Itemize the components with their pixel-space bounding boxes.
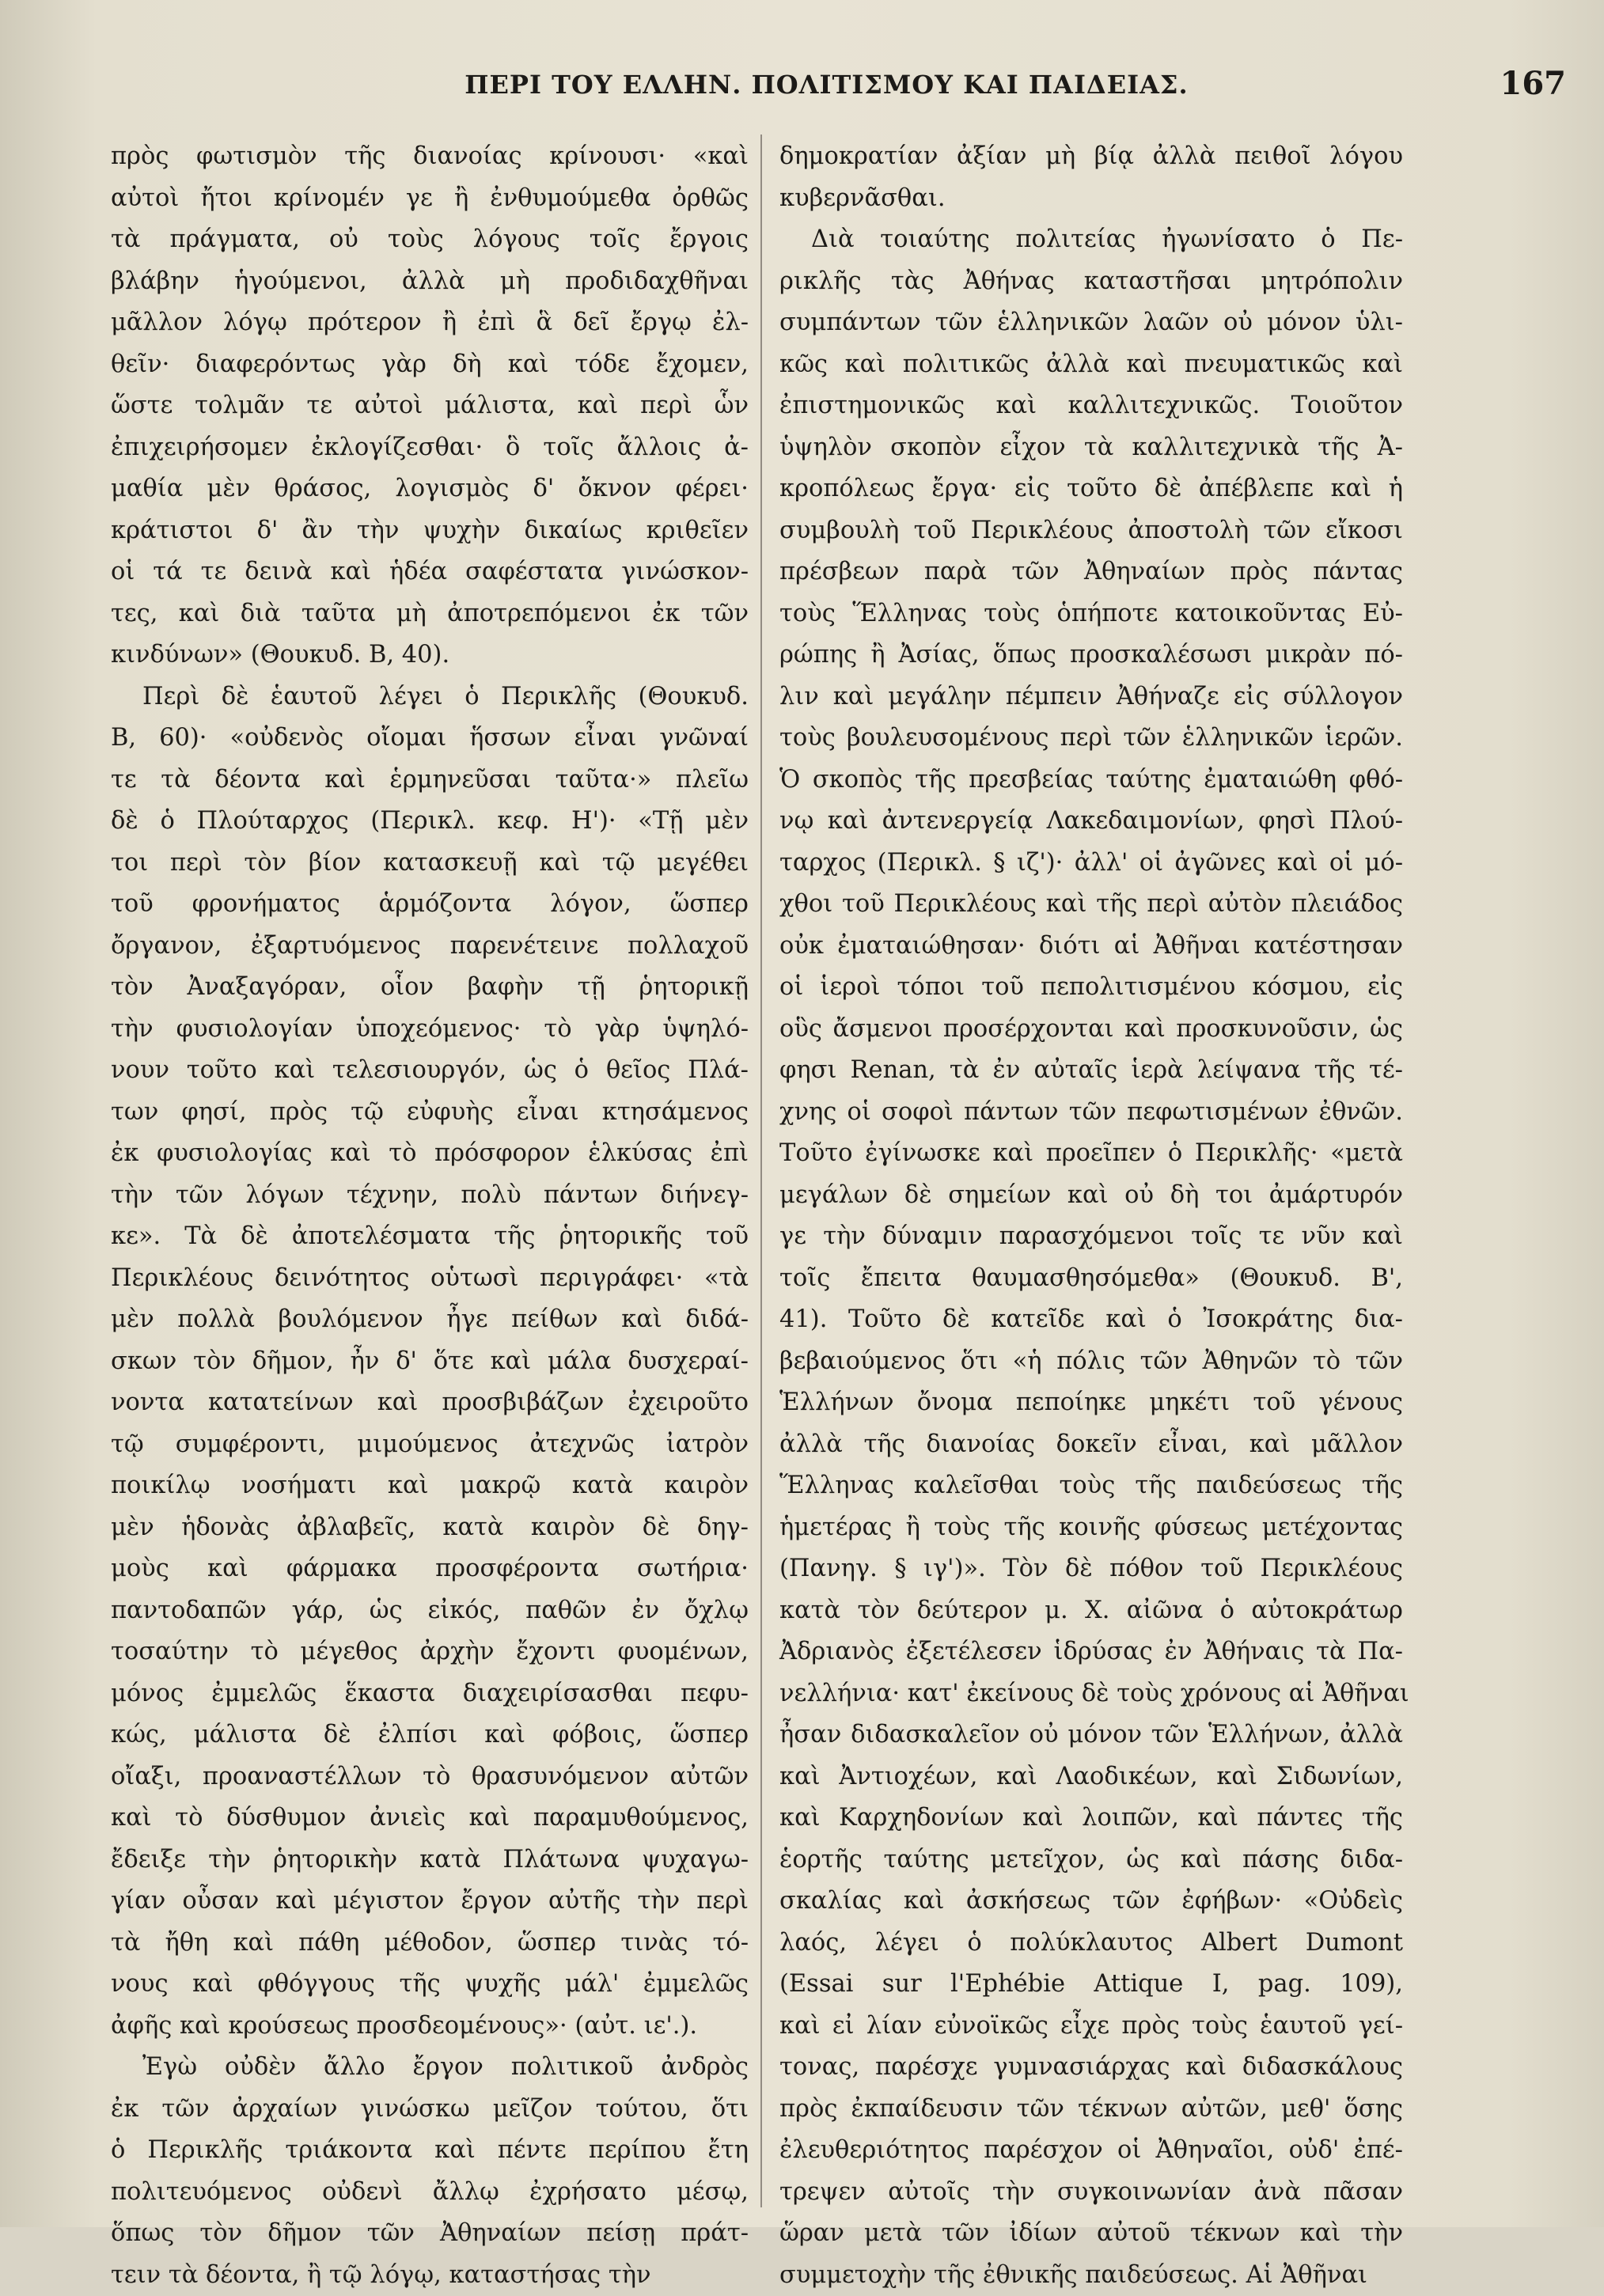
text-line: τοὺς Ἕλληνας τοὺς ὁπήποτε κατοικοῦντας Εὐ- (779, 593, 1403, 635)
text-line: τονας, παρέσχε γυμνασιάρχας καὶ διδασκάλους (779, 2047, 1403, 2089)
text-line: μὲν πολλὰ βουλόμενον ἦγε πείθων καὶ διδά- (111, 1299, 749, 1341)
text-line: καὶ εἰ λίαν εὐνοϊκῶς εἶχε πρὸς τοὺς ἑαυτοῦ γεί- (779, 2006, 1403, 2048)
text-line: οὓς ἄσμενοι προσέρχονται καὶ προσκυνοῦσιν, ὡς (779, 1009, 1403, 1051)
text-line: Ὁ σκοπὸς τῆς πρεσβείας ταύτης ἐματαιώθη φθό- (779, 760, 1403, 801)
text-line: κε». Τὰ δὲ ἀποτελέσματα τῆς ῥητορικῆς τοῦ (111, 1216, 749, 1258)
text-line: ἐπιχειρήσομεν ἐκλογίζεσθαι· ὃ τοῖς ἄλλοις ἀ- (111, 427, 749, 469)
text-line: παντοδαπῶν γάρ, ὡς εἰκός, παθῶν ἐν ὄχλῳ (111, 1590, 749, 1632)
text-line: Ἐγὼ οὐδὲν ἄλλο ἔργον πολιτικοῦ ἀνδρὸς (111, 2047, 749, 2089)
text-line: Ἀδριανὸς ἐξετέλεσεν ἱδρύσας ἐν Ἀθήναις τὰ Πα- (779, 1631, 1403, 1673)
text-line: καὶ Καρχηδονίων καὶ λοιπῶν, καὶ πάντες τῆς (779, 1798, 1403, 1839)
text-line: ὥραν μετὰ τῶν ἰδίων αὐτοῦ τέκνων καὶ τὴν (779, 2213, 1403, 2255)
text-line: 41). Τοῦτο δὲ κατεῖδε καὶ ὁ Ἰσοκράτης δια- (779, 1299, 1403, 1341)
text-line: μόνος ἐμμελῶς ἕκαστα διαχειρίσασθαι πεφυ- (111, 1673, 749, 1715)
text-line: γε τὴν δύναμιν παρασχόμενοι τοῖς τε νῦν καὶ (779, 1216, 1403, 1258)
text-line: (Essai sur l'Ephébie Attique I, pag. 109), (779, 1964, 1403, 2006)
text-line: χνης οἱ σοφοὶ πάντων τῶν πεφωτισμένων ἐθνῶν. (779, 1092, 1403, 1134)
text-line: καὶ τὸ δύσθυμον ἀνιεὶς καὶ παραμυθούμενος, (111, 1798, 749, 1839)
text-line: ἑορτῆς ταύτης μετεῖχον, ὡς καὶ πάσης διδα- (779, 1839, 1403, 1881)
text-line: τοῦ φρονήματος ἁρμόζοντα λόγον, ὥσπερ (111, 884, 749, 926)
page-number: 167 (1500, 65, 1567, 102)
text-line: ἀφῆς καὶ κρούσεως προσδεομένους»· (αὐτ. ιε'.). (111, 2006, 749, 2048)
text-line: πρέσβεων παρὰ τῶν Ἀθηναίων πρὸς πάντας (779, 551, 1403, 593)
text-line: τοὺς βουλευσομένους περὶ τῶν ἑλληνικῶν ἱερῶν. (779, 718, 1403, 760)
text-line: τοσαύτην τὸ μέγεθος ἀρχὴν ἔχοντι φυομένων, (111, 1631, 749, 1673)
text-line: σκαλίας καὶ ἀσκήσεως τῶν ἐφήβων· «Οὐδεὶς (779, 1881, 1403, 1923)
left-column (111, 136, 749, 2209)
text-line: (Πανηγ. § ιγ')». Τὸν δὲ πόθον τοῦ Περικλέους (779, 1548, 1403, 1590)
text-line: νοντα κατατείνων καὶ προσβιβάζων ἐχειροῦτο (111, 1382, 749, 1424)
text-line: ἐπιστημονικῶς καὶ καλλιτεχνικῶς. Τοιοῦτον (779, 385, 1403, 427)
text-line: πρὸς ἐκπαίδευσιν τῶν τέκνων αὐτῶν, μεθ' ὅσης (779, 2089, 1403, 2131)
text-line: τὴν τῶν λόγων τέχνην, πολὺ πάντων διήνεγ- (111, 1175, 749, 1217)
text-line: συμμετοχὴν τῆς ἐθνικῆς παιδεύσεως. Αἱ Ἀθῆναι (779, 2255, 1403, 2296)
text-line: κυβερνᾶσθαι. (779, 178, 1403, 220)
text-line: μὲν ἡδονὰς ἀβλαβεῖς, κατὰ καιρὸν δὲ δηγ- (111, 1507, 749, 1549)
text-line: Β, 60)· «οὐδενὸς οἴομαι ἥσσων εἶναι γνῶναί (111, 718, 749, 760)
text-line: πρὸς φωτισμὸν τῆς διανοίας κρίνουσι· «καὶ (111, 136, 749, 178)
running-head: ΠΕΡΙ ΤΟΥ ΕΛΛΗΝ. ΠΟΛΙΤΙΣΜΟΥ ΚΑΙ ΠΑΙΔΕΙΑΣ. (87, 70, 1566, 100)
text-line: τῷ συμφέροντι, μιμούμενος ἀτεχνῶς ἰατρὸν (111, 1424, 749, 1466)
text-line: ὥστε τολμᾶν τε αὐτοὶ μάλιστα, καὶ περὶ ὧν (111, 385, 749, 427)
text-line: μᾶλλον λόγῳ πρότερον ἢ ἐπὶ ἃ δεῖ ἔργῳ ἐλ- (111, 302, 749, 344)
text-line: οἱ ἱεροὶ τόποι τοῦ πεπολιτισμένου κόσμου, εἰς (779, 967, 1403, 1009)
text-line: των φησί, πρὸς τῷ εὐφυὴς εἶναι κτησάμενος (111, 1092, 749, 1134)
text-line: ταρχος (Περικλ. § ιζ')· ἀλλ' οἱ ἀγῶνες καὶ οἱ μό- (779, 843, 1403, 885)
text-line: φησι Renan, τὰ ἐν αὐταῖς ἱερὰ λείψανα τῆς τέ- (779, 1050, 1403, 1092)
text-line: τὸν Ἀναξαγόραν, οἷον βαφὴν τῇ ῥητορικῇ (111, 967, 749, 1009)
text-line: ἔδειξε τὴν ῥητορικὴν κατὰ Πλάτωνα ψυχαγω- (111, 1839, 749, 1881)
text-line: χθοι τοῦ Περικλέους καὶ τῆς περὶ αὐτὸν πλειάδος (779, 884, 1403, 926)
text-line: κῶς καὶ πολιτικῶς ἀλλὰ καὶ πνευματικῶς καὶ (779, 344, 1403, 386)
text-line: κατὰ τὸν δεύτερον μ. Χ. αἰῶνα ὁ αὐτοκράτωρ (779, 1590, 1403, 1632)
text-line: τὴν φυσιολογίαν ὑποχεόμενος· τὸ γὰρ ὑψηλό- (111, 1009, 749, 1051)
text-line: λαός, λέγει ὁ πολύκλαυτος Albert Dumont (779, 1923, 1403, 1964)
text-line: Διὰ τοιαύτης πολιτείας ἠγωνίσατο ὁ Πε- (779, 219, 1403, 261)
text-line: νους καὶ φθόγγους τῆς ψυχῆς μάλ' ἐμμελῶς (111, 1964, 749, 2006)
text-line: ἐλευθεριότητος παρέσχον οἱ Ἀθηναῖοι, οὐδ' ἐπέ- (779, 2130, 1403, 2172)
text-line: ἦσαν διδασκαλεῖον οὐ μόνον τῶν Ἑλλήνων, ἀλλὰ (779, 1714, 1403, 1756)
text-line: κώς, μάλιστα δὲ ἐλπίσι καὶ φόβοις, ὥσπερ (111, 1714, 749, 1756)
text-line: τὰ ἤθη καὶ πάθη μέθοδον, ὥσπερ τινὰς τό- (111, 1923, 749, 1964)
text-line: ὁ Περικλῆς τριάκοντα καὶ πέντε περίπου ἔτη (111, 2130, 749, 2172)
text-line: ἀλλὰ τῆς διανοίας δοκεῖν εἶναι, καὶ μᾶλλον (779, 1424, 1403, 1466)
text-line: τοῖς ἔπειτα θαυμασθησόμεθα» (Θουκυδ. Β', (779, 1258, 1403, 1300)
text-line: οὐκ ἐματαιώθησαν· διότι αἱ Ἀθῆναι κατέστησαν (779, 926, 1403, 968)
text-line: ρώπης ἢ Ἀσίας, ὅπως προσκαλέσωσι μικρὰν πό- (779, 635, 1403, 676)
text-line: Ἑλλήνων ὄνομα πεποίηκε μηκέτι τοῦ γένους (779, 1382, 1403, 1424)
text-line: ἡμετέρας ἢ τοὺς τῆς κοινῆς φύσεως μετέχοντας (779, 1507, 1403, 1549)
text-line: Τοῦτο ἐγίνωσκε καὶ προεῖπεν ὁ Περικλῆς· «μετὰ (779, 1133, 1403, 1175)
text-line: μοὺς καὶ φάρμακα προσφέροντα σωτήρια· (111, 1548, 749, 1590)
text-line: ὅπως τὸν δῆμον τῶν Ἀθηναίων πείσῃ πράτ- (111, 2213, 749, 2255)
text-line: δημοκρατίαν ἀξίαν μὴ βίᾳ ἀλλὰ πειθοῖ λόγου (779, 136, 1403, 178)
text-line: ἐκ φυσιολογίας καὶ τὸ πρόσφορον ἑλκύσας ἐπὶ (111, 1133, 749, 1175)
text-line: ἐκ τῶν ἀρχαίων γινώσκω μεῖζον τούτου, ὅτι (111, 2089, 749, 2131)
text-line: συμπάντων τῶν ἑλληνικῶν λαῶν οὐ μόνον ὑλι- (779, 302, 1403, 344)
text-line: βεβαιούμενος ὅτι «ἡ πόλις τῶν Ἀθηνῶν τὸ τῶν (779, 1341, 1403, 1383)
text-line: τες, καὶ διὰ ταῦτα μὴ ἀποτρεπόμενοι ἐκ τῶν (111, 593, 749, 635)
text-line: Περὶ δὲ ἑαυτοῦ λέγει ὁ Περικλῆς (Θουκυδ. (111, 676, 749, 718)
text-line: κροπόλεως ἔργα· εἰς τοῦτο δὲ ἀπέβλεπε καὶ ἡ (779, 468, 1403, 510)
text-line: οἱ τά τε δεινὰ καὶ ἡδέα σαφέστατα γινώσκον- (111, 551, 749, 593)
text-line: κράτιστοι δ' ἂν τὴν ψυχὴν δικαίως κριθεῖεν (111, 510, 749, 552)
text-line: τρεψεν αὐτοῖς τὴν συγκοινωνίαν ἀνὰ πᾶσαν (779, 2172, 1403, 2214)
text-line: Περικλέους δεινότητος οὑτωσὶ περιγράφει· «τὰ (111, 1258, 749, 1300)
text-line: μεγάλων δὲ σημείων καὶ οὐ δὴ τοι ἀμάρτυρόν (779, 1175, 1403, 1217)
text-line: ποικίλῳ νοσήματι καὶ μακρῷ κατὰ καιρὸν (111, 1465, 749, 1507)
text-line: θεῖν· διαφερόντως γὰρ δὴ καὶ τόδε ἔχομεν, (111, 344, 749, 386)
text-line: οἴαξι, προαναστέλλων τὸ θρασυνόμενον αὐτῶν (111, 1756, 749, 1798)
text-line: δὲ ὁ Πλούταρχος (Περικλ. κεφ. Η')· «Τῇ μὲν (111, 801, 749, 843)
text-line: Ἕλληνας καλεῖσθαι τοὺς τῆς παιδεύσεως τῆς (779, 1465, 1403, 1507)
text-line: ρικλῆς τὰς Ἀθήνας καταστῆσαι μητρόπολιν (779, 261, 1403, 303)
text-line: τοι περὶ τὸν βίον κατασκευῇ καὶ τῷ μεγέθει (111, 843, 749, 885)
text-line: νουν τοῦτο καὶ τελεσιουργόν, ὡς ὁ θεῖος Πλά- (111, 1050, 749, 1092)
text-line: μαθία μὲν θράσος, λογισμὸς δ' ὄκνον φέρει· (111, 468, 749, 510)
text-line: συμβουλὴ τοῦ Περικλέους ἀποστολὴ τῶν εἴκοσι (779, 510, 1403, 552)
column-divider (760, 135, 762, 2207)
text-line: πολιτευόμενος οὐδενὶ ἄλλῳ ἐχρήσατο μέσῳ, (111, 2172, 749, 2214)
text-line: γίαν οὖσαν καὶ μέγιστον ἔργον αὐτῆς τὴν περὶ (111, 1881, 749, 1923)
right-column (779, 136, 1403, 2209)
text-line: βλάβην ἡγούμενοι, ἀλλὰ μὴ προδιδαχθῆναι (111, 261, 749, 303)
text-line: νελλήνια· κατ' ἐκείνους δὲ τοὺς χρόνους αἱ Ἀθῆναι (779, 1673, 1403, 1715)
text-line: λιν καὶ μεγάλην πέμπειν Ἀθήναζε εἰς σύλλογον (779, 676, 1403, 718)
text-line: τειν τὰ δέοντα, ἢ τῷ λόγῳ, καταστήσας τὴν (111, 2255, 749, 2296)
text-line: τε τὰ δέοντα καὶ ἑρμηνεῦσαι ταῦτα·» πλεῖω (111, 760, 749, 801)
text-line: αὐτοὶ ἤτοι κρίνομέν γε ἢ ἐνθυμούμεθα ὀρθῶς (111, 178, 749, 220)
page-header (87, 70, 1566, 117)
text-line: νῳ καὶ ἀντενεργείᾳ Λακεδαιμονίων, φησὶ Πλού- (779, 801, 1403, 843)
text-line: τὰ πράγματα, οὐ τοὺς λόγους τοῖς ἔργοις (111, 219, 749, 261)
text-line: ὑψηλὸν σκοπὸν εἶχον τὰ καλλιτεχνικὰ τῆς Ἀ- (779, 427, 1403, 469)
text-line: ὄργανον, ἐξαρτυόμενος παρενέτεινε πολλαχοῦ (111, 926, 749, 968)
text-line: καὶ Ἀντιοχέων, καὶ Λαοδικέων, καὶ Σιδωνίων, (779, 1756, 1403, 1798)
text-line: σκων τὸν δῆμον, ἦν δ' ὅτε καὶ μάλα δυσχεραί- (111, 1341, 749, 1383)
text-line: κινδύνων» (Θουκυδ. Β, 40). (111, 635, 749, 676)
